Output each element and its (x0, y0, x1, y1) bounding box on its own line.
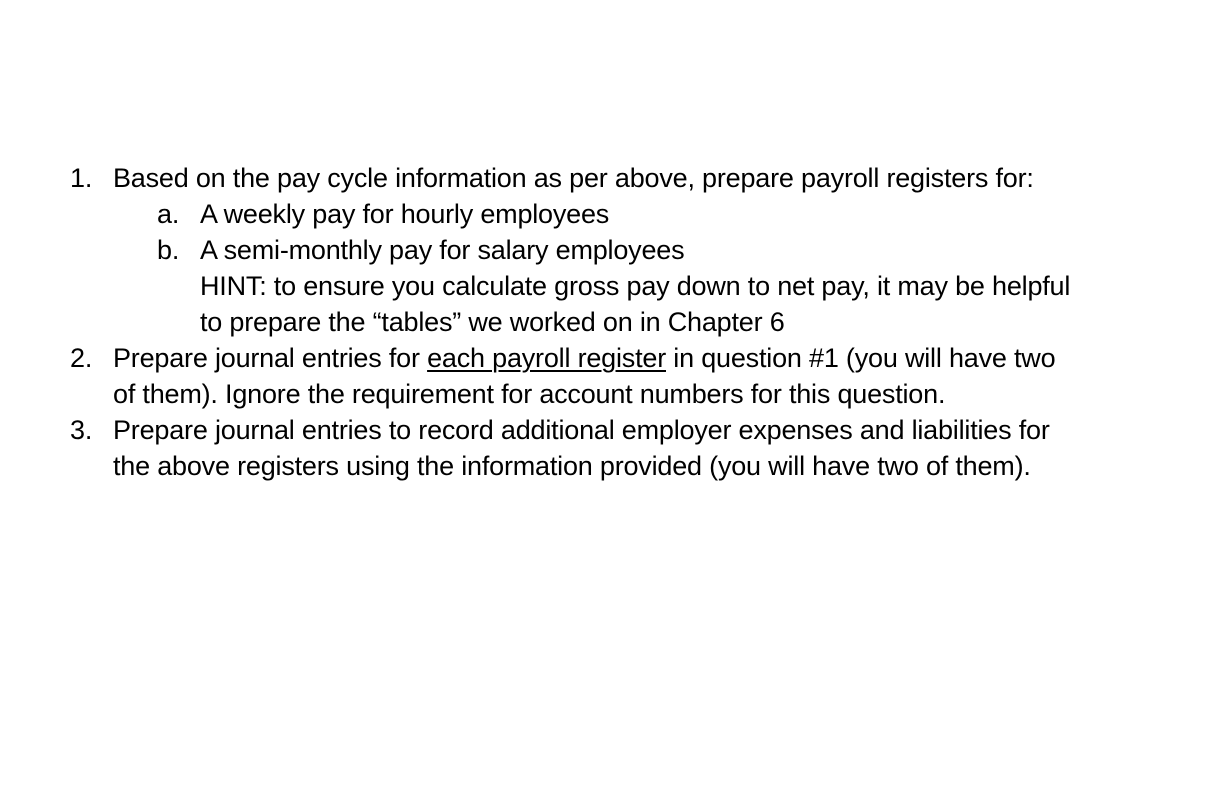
question-line (113, 340, 1168, 376)
hint-line: to prepare the “tables” we worked on in Chapter 6 (200, 307, 785, 337)
question-text: in question #1 (you will have two (666, 343, 1056, 373)
question-2 (0, 340, 1208, 412)
subitem-a (0, 196, 1208, 232)
subitem-letter: b. (157, 235, 180, 265)
subitem-text: A weekly pay for hourly employees (200, 199, 610, 229)
hint-line: HINT: to ensure you calculate gross pay down to net pay, it may be helpful (200, 271, 1071, 301)
underlined-phrase: each payroll register (427, 343, 666, 373)
question-number: 2. (70, 343, 93, 373)
subitem-b (0, 232, 1208, 268)
question-1 (0, 160, 1208, 196)
question-text: Based on the pay cycle information as per above, prepare payroll registers for: (113, 163, 1034, 193)
question-3 (0, 412, 1208, 484)
question-number: 3. (70, 415, 93, 445)
document-body (0, 160, 1208, 484)
subitem-letter: a. (157, 199, 180, 229)
question-text: Prepare journal entries for (113, 343, 428, 373)
question-line: Prepare journal entries to record additional employer expenses and liabilities for (113, 415, 1050, 445)
hint-note (0, 268, 1208, 340)
question-line: of them). Ignore the requirement for account numbers for this question. (113, 379, 946, 409)
question-number: 1. (70, 163, 93, 193)
question-line: the above registers using the information provided (you will have two of them). (113, 451, 1031, 481)
subitem-text: A semi-monthly pay for salary employees (200, 235, 685, 265)
